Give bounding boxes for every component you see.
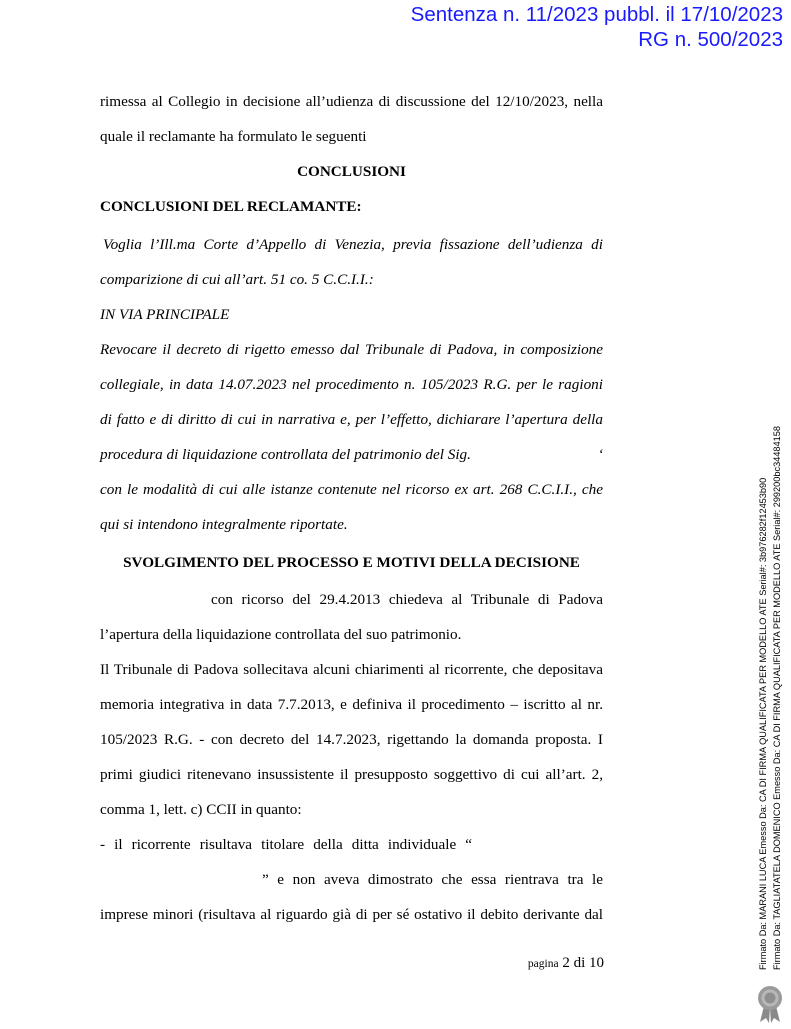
opening-paragraph [100, 84, 603, 154]
text-line: collegiale, in data 14.07.2023 nel procedimento n. 105/2023 R.G. per le ragioni [100, 376, 603, 393]
text-line: imprese minori (risultava al riguardo già di per sé ostativo il debito derivante dal [100, 906, 603, 923]
text-span: procedura di liquidazione controllata del patrimonio del Sig. [100, 446, 471, 463]
svolgimento-heading: SVOLGIMENTO DEL PROCESSO E MOTIVI DELLA DECISIONE [123, 554, 580, 571]
text-line: con le modalità di cui alle istanze contenute nel ricorso ex art. 268 C.C.I.I., che [100, 481, 603, 498]
signature-marani: Firmato Da: MARANI LUCA Emesso Da: CA DI FIRMA QUALIFICATA PER MODELLO ATE Serial#: 3b976282f12453b90 [758, 477, 768, 970]
rg-number: RG n. 500/2023 [638, 28, 783, 51]
text-line: 105/2023 R.G. - con decreto del 14.7.2023, rigettando la domanda proposta. I [100, 731, 603, 748]
text-line: Revocare il decreto di rigetto emesso dal Tribunale di Padova, in composizione [100, 341, 603, 358]
page-number [528, 955, 604, 972]
text-line: ” e non aveva dimostrato che essa rientrava tra le [262, 871, 603, 888]
total-pages: 10 [589, 955, 604, 971]
text-line: comma 1, lett. c) CCII in quanto: [100, 801, 302, 818]
text-line: comparizione di cui all’art. 51 co. 5 C.C.I.I.: [100, 271, 374, 288]
conclusioni-heading: CONCLUSIONI [297, 163, 406, 180]
current-page: 2 [562, 955, 570, 971]
text-line: di fatto e di diritto di cui in narrativa e, per l’effetto, dichiarare l’apertura della [100, 411, 603, 428]
text-line [100, 437, 603, 472]
di-label: di [573, 955, 586, 971]
text-line: Il Tribunale di Padova sollecitava alcuni chiarimenti al ricorrente, che depositava [100, 661, 603, 678]
text-line: qui si intendono integralmente riportate. [100, 516, 348, 533]
text-line: Voglia l’Ill.ma Corte d’Appello di Venezia, previa fissazione dell’udienza di [103, 236, 603, 253]
reclamante-heading: CONCLUSIONI DEL RECLAMANTE: [100, 198, 362, 215]
pagina-label: pagina [527, 958, 559, 970]
text-line: memoria integrativa in data 7.7.2013, e definiva il procedimento – iscritto al nr. [100, 696, 603, 713]
text-line: rimessa al Collegio in decisione all’udienza di discussione del 12/10/2023, nella [100, 93, 603, 110]
in-via-principale: IN VIA PRINCIPALE [100, 306, 230, 323]
text-line: quale il reclamante ha formulato le seguenti [100, 128, 367, 145]
narrative-body [100, 582, 603, 932]
publication-stamp [411, 2, 783, 52]
redacted-mark: ‘ [597, 446, 603, 463]
signature-tagliatatela: Firmato Da: TAGLIATATELA DOMENICO Emesso Da: CA DI FIRMA QUALIFICATA PER MODELLO ATE Serial#: 299200bc34484158 [772, 426, 782, 970]
reclamante-conclusions [100, 227, 603, 542]
text-line: - il ricorrente risultava titolare della ditta individuale “ [100, 836, 472, 853]
seal-icon [756, 984, 784, 1029]
text-line: l’apertura della liquidazione controllata del suo patrimonio. [100, 626, 462, 643]
text-line: primi giudici ritenevano insussistente il presupposto soggettivo di cui all’art. 2, [100, 766, 603, 783]
sentenza-number: Sentenza n. 11/2023 pubbl. il 17/10/2023 [410, 3, 783, 26]
text-line: con ricorso del 29.4.2013 chiedeva al Tribunale di Padova [211, 591, 603, 608]
